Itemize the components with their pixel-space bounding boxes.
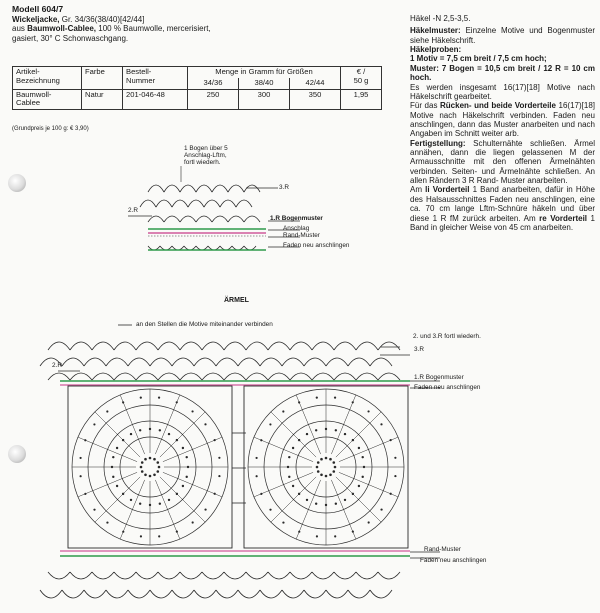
size-3: 42/44 [290,78,341,89]
haekelmuster-title: Häkelmuster: [410,26,461,36]
col-preis: € / 50 g [341,67,382,90]
col-farbe: Farbe [82,67,123,90]
band-end: 1 Band in gleicher Weise von 45 cm anarbeiten. [410,213,595,232]
band-pre: Am [410,185,426,195]
proben-line2: Muster: 7 Bogen = 10,5 cm breit / 12 R = 10 cm hoch. [410,63,595,83]
garment-name: Wickeljacke, [12,14,60,24]
motif-r2-label: 2.R [52,362,62,369]
sleeve-arches [140,185,260,250]
ruecken-pre: Für das [410,101,440,111]
col-artikel: Artikel- Bezeichnung [13,67,82,90]
fertig-text: Schulternähte schließen. Ärmel annähen, dann die liegen gelassenen M der Armausschnitte mit den offenen Ärmelnähten verbinden. Seiten- und Ärmelnähte schließen. An allen Rändern 3 R Rand- Muster anarbeiten. [410,138,595,186]
fertig-title: Fertigstellung: [410,138,466,148]
motif-rand-label: Rand-Muster [424,546,461,553]
sleeve-r2-label: 2.R [128,207,138,214]
size-1: 34/36 [188,78,239,89]
sleeve-bogen-note: 1 Bogen über 5 Anschlag-Lftm, fortl wiederh. [184,145,228,167]
row-menge-2: 300 [239,89,290,110]
motif-r1-label: 1.R Bogenmuster [414,374,464,381]
motif-r23-label: 2. und 3.R fortl wiederh. [413,333,481,340]
row-menge-3: 350 [290,89,341,110]
yarn-composition: 100 % Baumwolle, mercerisiert, [96,24,211,34]
yarn-prefix: aus [12,24,28,34]
crochet-motif [68,386,232,548]
size-2: 38/40 [239,78,290,89]
row-preis: 1,95 [341,89,382,110]
sleeve-faden-label: Faden neu anschlingen [283,242,350,249]
connect-label: an den Stellen die Motive miteinander verbinden [136,321,273,328]
sleeve-rand-label: Rand-Muster [283,232,320,239]
model-number: Modell 604/7 [12,4,64,14]
sleeve-r1-label: 1.R Bogenmuster [270,215,323,222]
proben-title: Häkelproben: [410,45,462,55]
band-mid: 1 Band anarbeiten, dafür in Höhe des Halsausschnittes Faden neu anschlingen, eine ca. 70 cm lange Lftm-Schnüre häkeln und über diese 1 R fM zurück arbeiten. Am [410,185,595,223]
row-bestell: 201-046-48 [123,89,188,110]
col-bestell: Bestell- Nummer [123,67,188,90]
sleeve-title: ÄRMEL [224,297,249,304]
band-bold-left: li Vorderteil [425,185,470,195]
motif-faden-bottom-label: Faden neu anschlingen [420,557,487,564]
needle-size: Häkel -N 2,5-3,5. [410,14,471,23]
col-menge: Menge in Gramm für Größen [188,67,341,78]
yarn-name: Baumwoll-Cablee, [27,24,97,34]
proben-line1: 1 Motiv = 7,5 cm breit / 7,5 cm hoch; [410,54,547,64]
row-menge-1: 250 [188,89,239,110]
sleeve-anschlag-label: Anschlag [283,225,310,232]
ruecken-text: 16(17)[18] Motive nach Häkelschrift verbinden. Faden neu anschlingen, dann das Muster anarbeiten und nach Angaben im Schnitt weiter arb. [410,101,595,139]
crochet-motif [244,386,408,548]
ruecken-bold: Rücken- und beide Vorderteile [440,101,556,111]
haekelmuster-text: Einzelne Motive und Bogenmuster siehe Häkelschrift. [410,26,595,45]
motive-para: Es werden insgesamt 16(17)[18] Motive nach Häkelschrift gearbeitet. [410,82,595,101]
row-farbe: Natur [82,89,123,110]
row-artikel: Baumwoll- Cablee [13,89,82,110]
care-line: gasiert, 30° C Schonwaschgang. [12,33,129,43]
grundpreis: (Grundpreis je 100 g: € 3,90) [12,126,89,132]
motif-faden-top-label: Faden neu anschlingen [414,384,481,391]
motif-squares [68,386,408,548]
motif-r3-label: 3.R [414,346,424,353]
garment-sizes: Gr. 34/36(38/40)[42/44] [59,14,145,24]
band-bold-right: re Vorderteil [539,213,588,223]
sleeve-r3-label: 3.R [279,184,289,191]
